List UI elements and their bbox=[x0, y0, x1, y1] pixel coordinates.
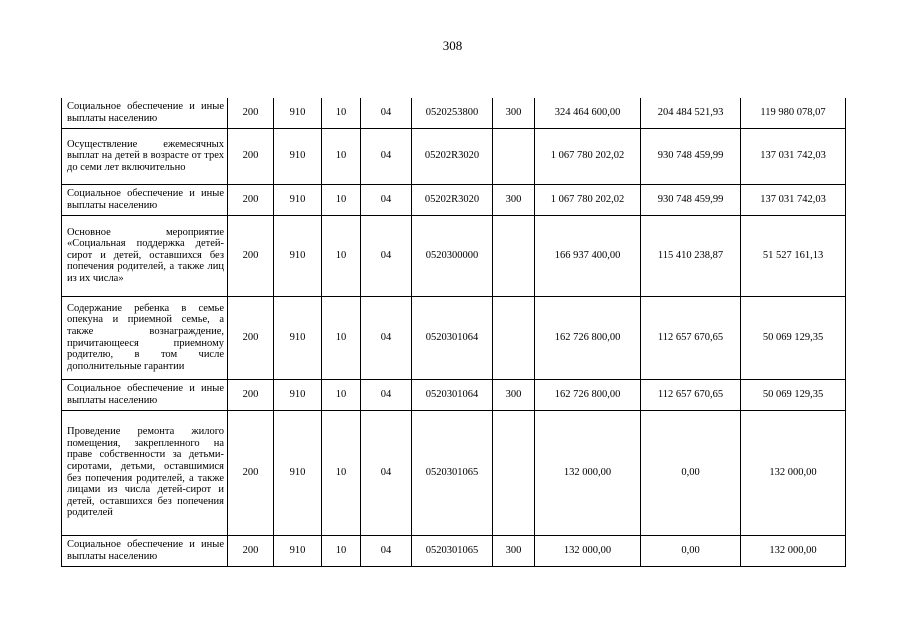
amount-cell: 162 726 800,00 bbox=[535, 379, 641, 410]
amount-cell: 930 748 459,99 bbox=[641, 128, 741, 184]
code-cell: 200 bbox=[228, 410, 274, 535]
row-name: Осуществление ежемесячных выплат на детей в возрасте от трех до семи лет включительно bbox=[62, 128, 228, 184]
amount-cell: 0,00 bbox=[641, 410, 741, 535]
amount-cell: 51 527 161,13 bbox=[741, 215, 846, 296]
amount-cell: 1 067 780 202,02 bbox=[535, 128, 641, 184]
target-code-cell: 05202R3020 bbox=[412, 128, 493, 184]
row-name: Социальное обеспечение и иные выплаты населению bbox=[62, 184, 228, 215]
amount-cell: 930 748 459,99 bbox=[641, 184, 741, 215]
code-cell: 04 bbox=[361, 184, 412, 215]
amount-cell: 50 069 129,35 bbox=[741, 296, 846, 379]
amount-cell: 115 410 238,87 bbox=[641, 215, 741, 296]
amount-cell: 112 657 670,65 bbox=[641, 296, 741, 379]
code-cell: 200 bbox=[228, 184, 274, 215]
amount-cell: 0,00 bbox=[641, 535, 741, 566]
code-cell: 200 bbox=[228, 379, 274, 410]
amount-cell: 132 000,00 bbox=[741, 410, 846, 535]
amount-cell: 204 484 521,93 bbox=[641, 98, 741, 128]
code-cell: 200 bbox=[228, 128, 274, 184]
code-cell: 04 bbox=[361, 379, 412, 410]
amount-cell: 132 000,00 bbox=[535, 535, 641, 566]
budget-table bbox=[61, 98, 846, 567]
table-row bbox=[62, 215, 846, 296]
code-cell: 910 bbox=[274, 184, 322, 215]
table-row bbox=[62, 296, 846, 379]
target-code-cell: 0520300000 bbox=[412, 215, 493, 296]
amount-cell: 1 067 780 202,02 bbox=[535, 184, 641, 215]
target-code-cell: 05202R3020 bbox=[412, 184, 493, 215]
code-cell: 10 bbox=[322, 379, 361, 410]
code-cell: 04 bbox=[361, 128, 412, 184]
code-cell: 10 bbox=[322, 535, 361, 566]
type-code-cell: 300 bbox=[493, 535, 535, 566]
code-cell: 910 bbox=[274, 128, 322, 184]
code-cell: 910 bbox=[274, 215, 322, 296]
amount-cell: 132 000,00 bbox=[741, 535, 846, 566]
code-cell: 04 bbox=[361, 535, 412, 566]
table-row bbox=[62, 128, 846, 184]
code-cell: 10 bbox=[322, 215, 361, 296]
code-cell: 04 bbox=[361, 410, 412, 535]
code-cell: 910 bbox=[274, 410, 322, 535]
code-cell: 910 bbox=[274, 379, 322, 410]
row-name: Проведение ремонта жилого помещения, закрепленного на праве собственности за детьми-сиротами, детьми, оставшимися без попечения родителей, а также лицами из числа детей-сирот и детей, оставшихся без попечения родителей bbox=[62, 410, 228, 535]
type-code-cell: 300 bbox=[493, 184, 535, 215]
row-name: Социальное обеспечение и иные выплаты населению bbox=[62, 535, 228, 566]
code-cell: 200 bbox=[228, 98, 274, 128]
row-name: Основное мероприятие «Социальная поддержка детей-сирот и детей, оставшихся без попечения родителей, а также лиц из их числа» bbox=[62, 215, 228, 296]
code-cell: 910 bbox=[274, 98, 322, 128]
row-name: Социальное обеспечение и иные выплаты населению bbox=[62, 379, 228, 410]
table-row bbox=[62, 98, 846, 128]
type-code-cell bbox=[493, 128, 535, 184]
type-code-cell bbox=[493, 410, 535, 535]
code-cell: 10 bbox=[322, 128, 361, 184]
amount-cell: 50 069 129,35 bbox=[741, 379, 846, 410]
amount-cell: 119 980 078,07 bbox=[741, 98, 846, 128]
table-row bbox=[62, 184, 846, 215]
code-cell: 10 bbox=[322, 98, 361, 128]
target-code-cell: 0520301065 bbox=[412, 535, 493, 566]
target-code-cell: 0520301065 bbox=[412, 410, 493, 535]
code-cell: 04 bbox=[361, 296, 412, 379]
code-cell: 200 bbox=[228, 296, 274, 379]
table-row bbox=[62, 410, 846, 535]
code-cell: 910 bbox=[274, 535, 322, 566]
code-cell: 10 bbox=[322, 296, 361, 379]
amount-cell: 137 031 742,03 bbox=[741, 128, 846, 184]
code-cell: 200 bbox=[228, 535, 274, 566]
code-cell: 10 bbox=[322, 410, 361, 535]
code-cell: 04 bbox=[361, 215, 412, 296]
amount-cell: 166 937 400,00 bbox=[535, 215, 641, 296]
amount-cell: 162 726 800,00 bbox=[535, 296, 641, 379]
type-code-cell: 300 bbox=[493, 379, 535, 410]
code-cell: 910 bbox=[274, 296, 322, 379]
row-name: Социальное обеспечение и иные выплаты населению bbox=[62, 98, 228, 128]
amount-cell: 324 464 600,00 bbox=[535, 98, 641, 128]
code-cell: 04 bbox=[361, 98, 412, 128]
type-code-cell: 300 bbox=[493, 98, 535, 128]
row-name: Содержание ребенка в семье опекуна и приемной семье, а также вознаграждение, причитающееся приемному родителю, в том числе дополнительные гарантии bbox=[62, 296, 228, 379]
amount-cell: 137 031 742,03 bbox=[741, 184, 846, 215]
table-row bbox=[62, 535, 846, 566]
table-row bbox=[62, 379, 846, 410]
type-code-cell bbox=[493, 296, 535, 379]
amount-cell: 132 000,00 bbox=[535, 410, 641, 535]
type-code-cell bbox=[493, 215, 535, 296]
target-code-cell: 0520301064 bbox=[412, 296, 493, 379]
table-body bbox=[62, 98, 846, 566]
code-cell: 200 bbox=[228, 215, 274, 296]
code-cell: 10 bbox=[322, 184, 361, 215]
amount-cell: 112 657 670,65 bbox=[641, 379, 741, 410]
target-code-cell: 0520301064 bbox=[412, 379, 493, 410]
target-code-cell: 0520253800 bbox=[412, 98, 493, 128]
page-number: 308 bbox=[442, 38, 463, 53]
